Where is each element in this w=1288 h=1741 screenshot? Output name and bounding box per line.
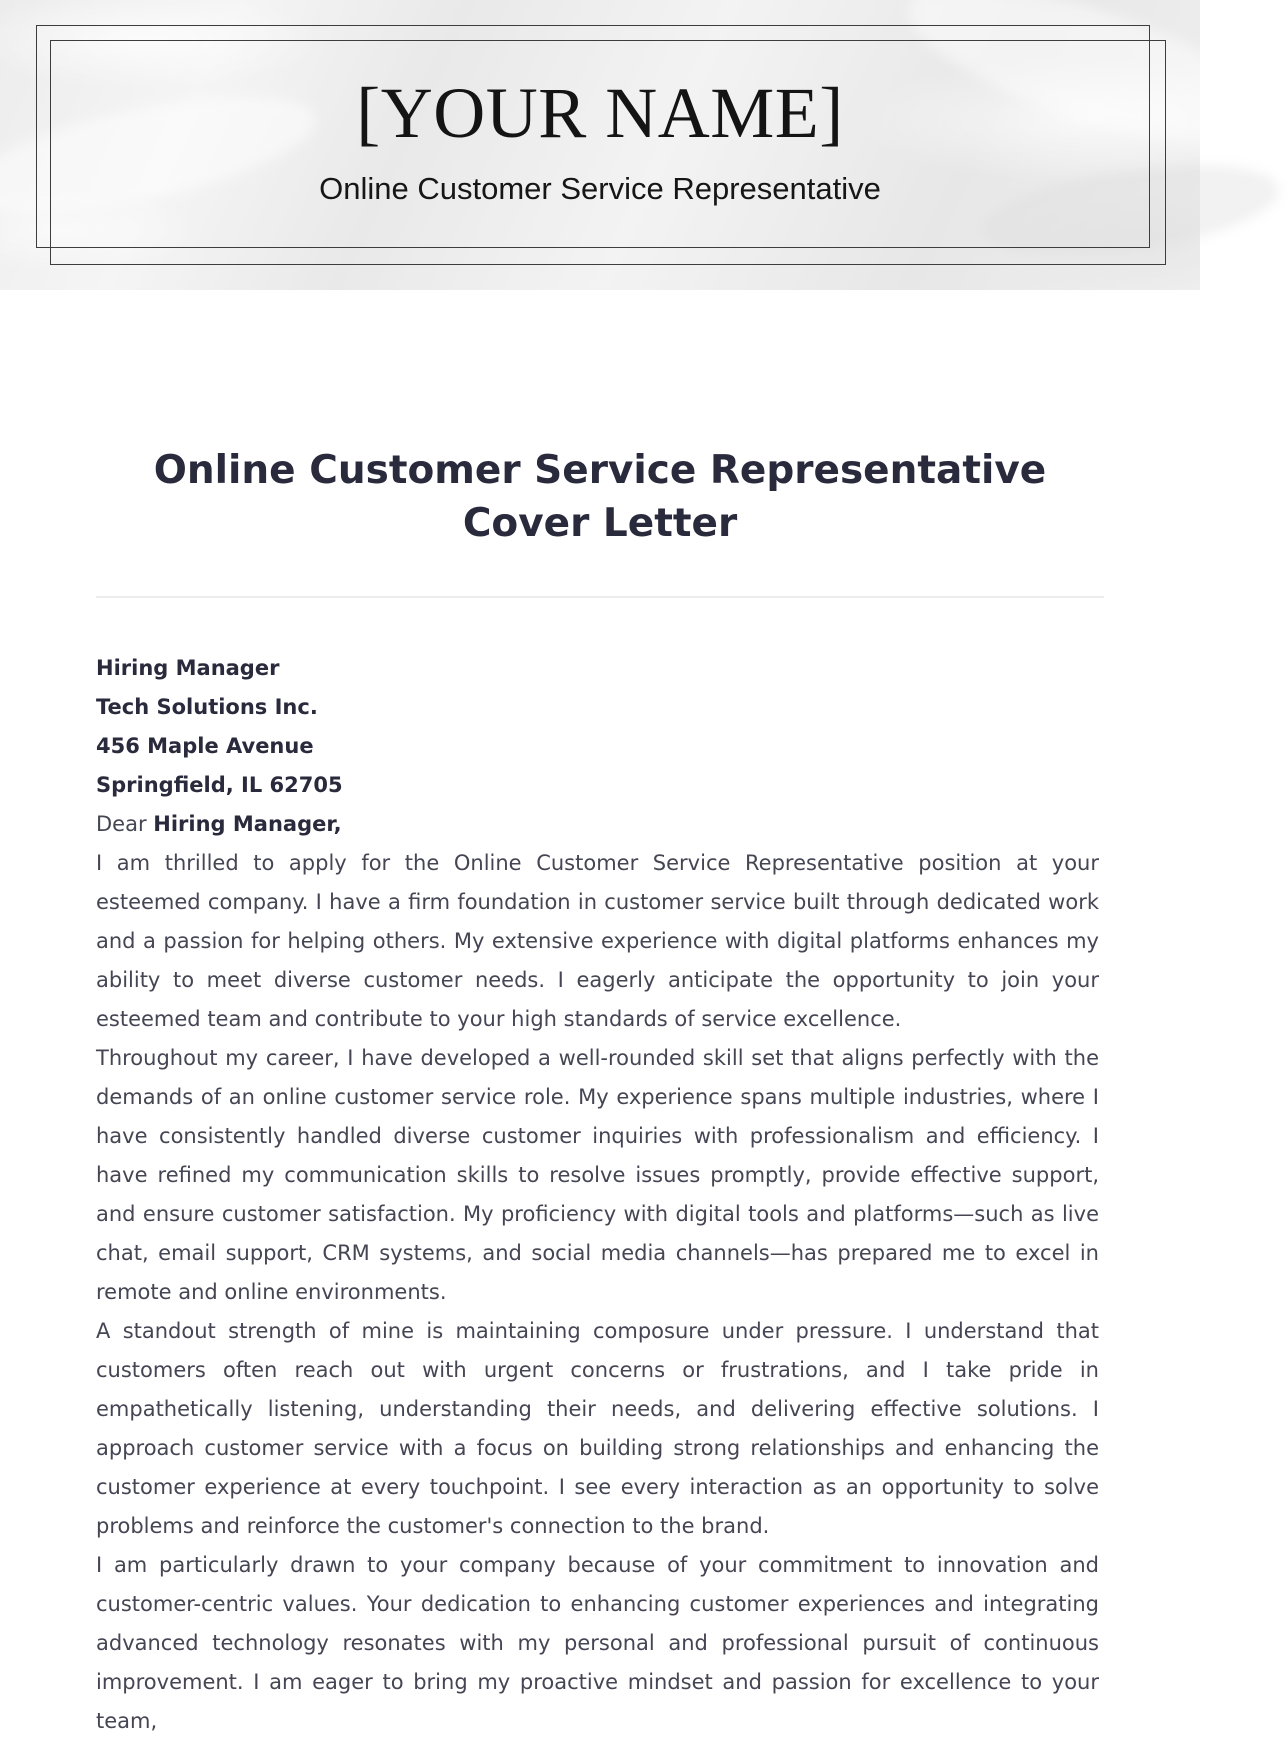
recipient-city: Springfield, IL 62705 [96, 773, 343, 797]
letter-paragraph: I am particularly drawn to your company because of your commitment to innovation and customer-centric values. Your dedication to enhancing customer experiences and integrating advanced technology resonates with my personal and professional pursuit of continuous improvement. I am eager to bring my proactive mindset and passion for excellence to your team, [96, 1553, 1099, 1733]
recipient-company: Tech Solutions Inc. [96, 695, 318, 719]
page-title: Online Customer Service Representative Cover Letter [153, 448, 1047, 546]
letter-paragraph: I am thrilled to apply for the Online Customer Service Representative position at your esteemed company. I have a firm foundation in customer service built through dedicated work and a passion for helping others. My extensive experience with digital platforms enhances my ability to meet diverse customer needs. I eagerly anticipate the opportunity to join your esteemed team and contribute to your high standards of service excellence. [96, 851, 1099, 1031]
salutation [96, 805, 1099, 844]
applicant-role: Online Customer Service Representative [319, 171, 881, 206]
salutation-name: Hiring Manager, [153, 812, 342, 836]
letter-paragraph: A standout strength of mine is maintaining composure under pressure. I understand that customers often reach out with urgent concerns or frustrations, and I take pride in empathetically listening, understanding their needs, and delivering effective solutions. I approach customer service with a focus on building strong relationships and enhancing the customer experience at every touchpoint. I see every interaction as an opportunity to solve problems and reinforce the customer's connection to the brand. [96, 1319, 1099, 1538]
applicant-name: [YOUR NAME] [356, 73, 844, 153]
letter-paragraph: Throughout my career, I have developed a well-rounded skill set that aligns perfectly with the demands of an online customer service role. My experience spans multiple industries, where I have consistently handled diverse customer inquiries with professionalism and efficiency. I have refined my communication skills to resolve issues promptly, provide effective support, and ensure customer satisfaction. My proficiency with digital tools and platforms—such as live chat, email support, CRM systems, and social media channels—has prepared me to excel in remote and online environments. [96, 1046, 1099, 1304]
salutation-prefix: Dear [96, 812, 147, 836]
recipient-title: Hiring Manager [96, 656, 280, 680]
recipient-street: 456 Maple Avenue [96, 734, 314, 758]
letter-body [96, 649, 1099, 1741]
title-divider [96, 596, 1104, 598]
header-banner [0, 0, 1200, 290]
